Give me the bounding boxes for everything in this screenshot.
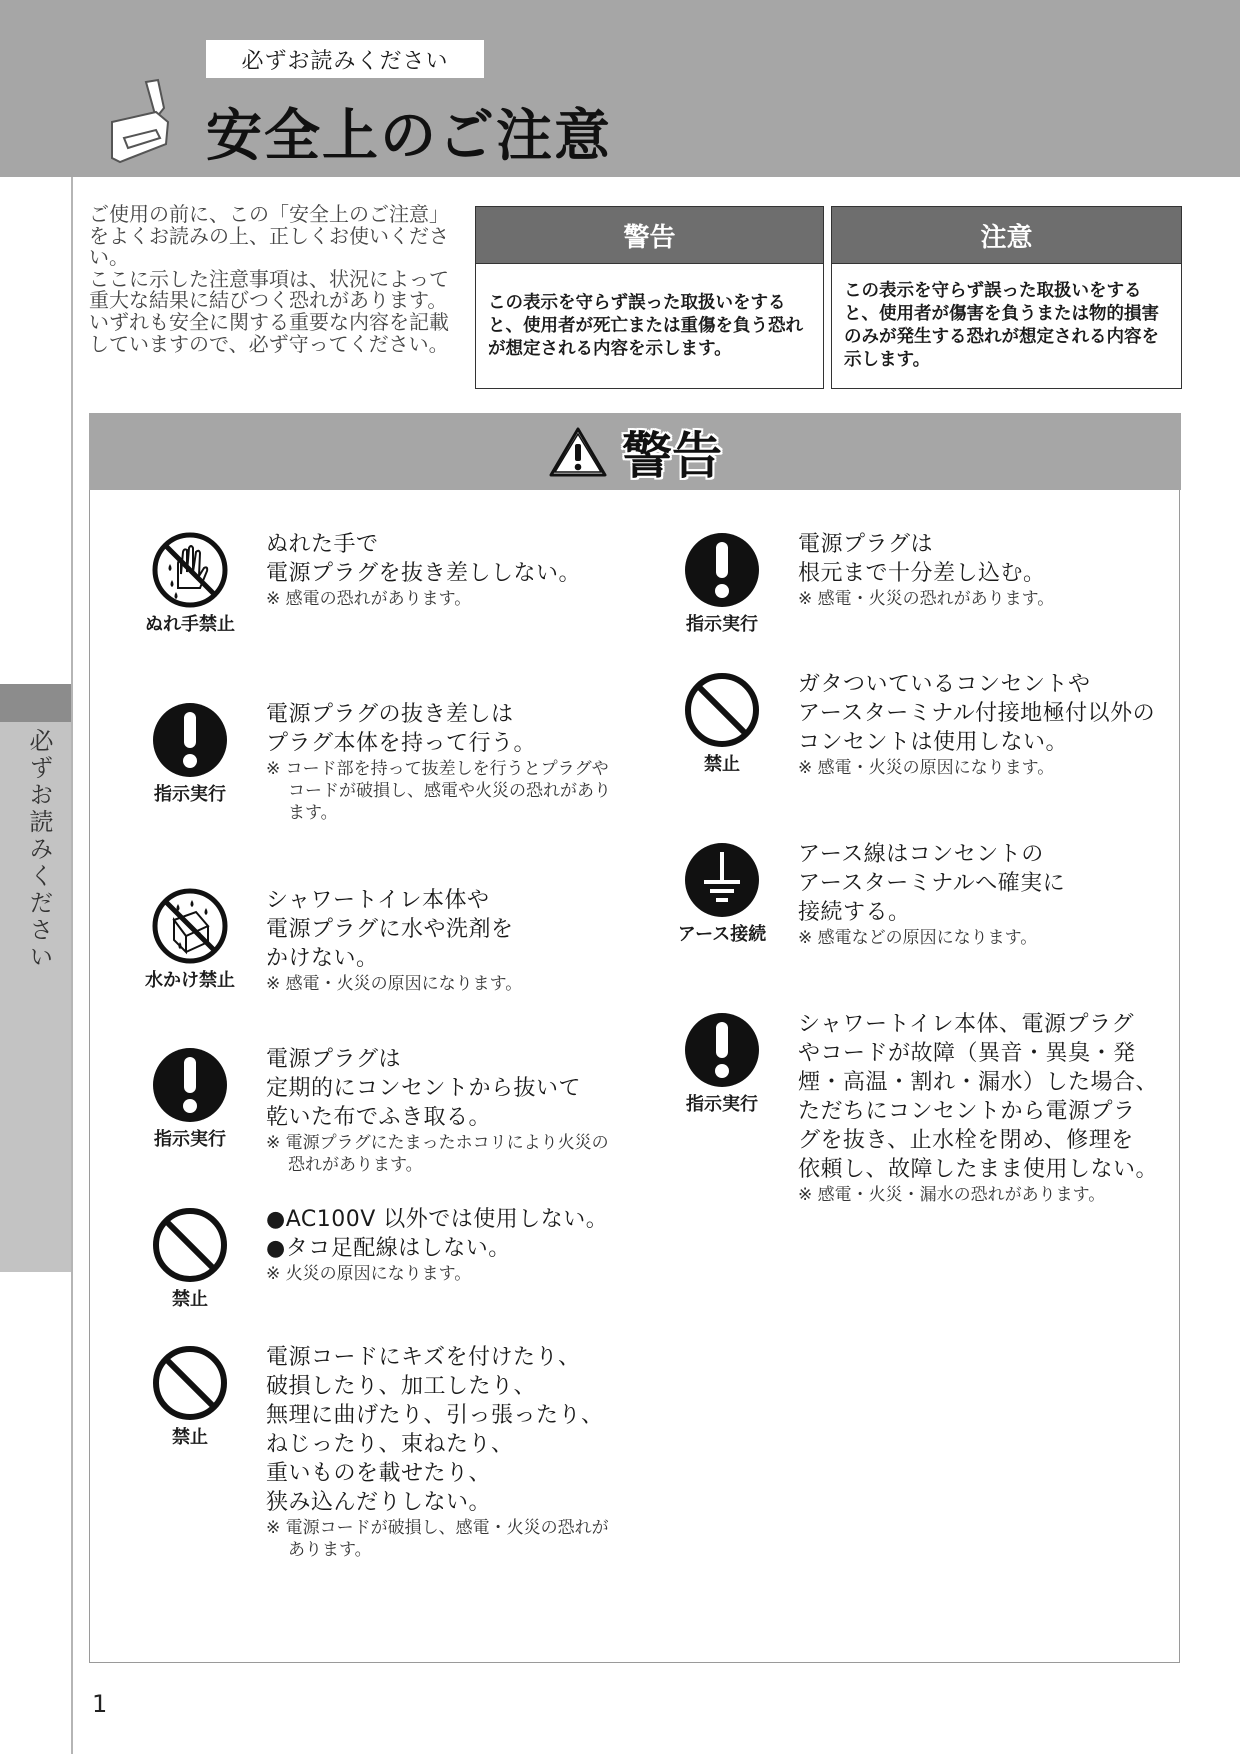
no-wet-hands-icon bbox=[150, 530, 230, 610]
icon-label: 指示実行 bbox=[154, 1129, 226, 1150]
ground-icon bbox=[682, 840, 762, 920]
icon-label: ぬれ手禁止 bbox=[145, 614, 235, 635]
icon-label: 禁止 bbox=[172, 1427, 208, 1448]
warning-note: ※ 感電などの原因になります。 bbox=[798, 928, 1038, 948]
warning-panel-title: 警告 bbox=[622, 426, 722, 485]
intro-paragraph: ここに示した注意事項は、状況によって重大な結果に結びつく恐れがあります。いずれも安全に関する重要な内容を記載していますので、必ず守ってください。 bbox=[89, 266, 449, 356]
caution-definition-label: 注意 bbox=[832, 207, 1181, 264]
warning-note: ※ 火災の原因になります。 bbox=[266, 1264, 472, 1284]
warning-note: ※ 感電・火災・漏水の恐れがあります。 bbox=[798, 1185, 1106, 1205]
warning-text: 電源プラグは 定期的にコンセントから抜いて 乾いた布でふき取る。 bbox=[266, 1047, 582, 1130]
mandatory-icon bbox=[682, 1010, 762, 1090]
mandatory-icon bbox=[150, 1045, 230, 1125]
warning-text: 電源プラグの抜き差しは プラグ本体を持って行う。 bbox=[266, 702, 537, 756]
warning-text: 電源プラグは 根元まで十分差し込む。 bbox=[798, 532, 1046, 586]
warning-text: アース線はコンセントの アースターミナルへ確実に 接続する。 bbox=[798, 842, 1066, 925]
warning-panel-header bbox=[89, 413, 1181, 490]
warning-triangle-icon bbox=[548, 426, 608, 478]
icon-label: 禁止 bbox=[704, 754, 740, 775]
prohibited-icon bbox=[150, 1343, 230, 1423]
icon-label: アース接続 bbox=[677, 924, 767, 945]
toilet-icon bbox=[106, 78, 176, 172]
no-water-icon bbox=[150, 886, 230, 966]
warning-text: シャワートイレ本体、電源プラグ やコードが故障（異音・異臭・発 煙・高温・割れ・漏水）した場合、 ただちにコンセントから電源プラ グを抜き、止水栓を閉め、修理を 依頼し、故障したまま使用しない。 bbox=[798, 1012, 1159, 1182]
page-number: 1 bbox=[92, 1690, 108, 1718]
caution-definition-box bbox=[831, 206, 1182, 389]
warning-note: ※ 感電・火災の原因になります。 bbox=[266, 974, 523, 994]
intro-text bbox=[89, 204, 465, 355]
caution-definition-text: この表示を守らず誤った取扱いをすると、使用者が傷害を負うまたは物的損害のみが発生する恐れが想定される内容を示します。 bbox=[844, 281, 1159, 370]
header-band bbox=[0, 0, 1240, 177]
warning-definition-label: 警告 bbox=[476, 207, 823, 264]
warning-note: ※ コード部を持って抜差しを行うとプラグやコードが破損し、感電や火災の恐れがあります。 bbox=[266, 759, 611, 823]
icon-label: 指示実行 bbox=[686, 1094, 758, 1115]
warning-definition-text: この表示を守らず誤った取扱いをすると、使用者が死亡または重傷を負う恐れが想定される内容を示します。 bbox=[488, 292, 803, 359]
mandatory-icon bbox=[150, 700, 230, 780]
side-tab-label: 必ずお読みください bbox=[25, 728, 53, 971]
warning-note: ※ 感電・火災の原因になります。 bbox=[798, 758, 1055, 778]
warning-text: シャワートイレ本体や 電源プラグに水や洗剤を かけない。 bbox=[266, 888, 514, 971]
margin-rule bbox=[71, 177, 73, 1754]
intro-paragraph: ご使用の前に、この「安全上のご注意」をよくお読みの上、正しくお使いください。 bbox=[89, 202, 449, 270]
page-title: 安全上のご注意 bbox=[206, 104, 612, 169]
warning-note: ※ 電源プラグにたまったホコリにより火災の恐れがあります。 bbox=[266, 1133, 609, 1175]
warning-note: ※ 感電・火災の恐れがあります。 bbox=[798, 589, 1055, 609]
prohibited-icon bbox=[150, 1205, 230, 1285]
warning-definition-box bbox=[475, 206, 824, 389]
icon-label: 指示実行 bbox=[154, 784, 226, 805]
icon-label: 禁止 bbox=[172, 1289, 208, 1310]
warning-text: ●AC100V 以外では使用しない。 ●タコ足配線はしない。 bbox=[266, 1207, 609, 1261]
mandatory-icon bbox=[682, 530, 762, 610]
prohibited-icon bbox=[682, 670, 762, 750]
warning-text: ぬれた手で 電源プラグを抜き差ししない。 bbox=[266, 532, 582, 586]
icon-label: 指示実行 bbox=[686, 614, 758, 635]
icon-label: 水かけ禁止 bbox=[145, 970, 235, 991]
must-read-tag: 必ずお読みください bbox=[206, 40, 484, 78]
warning-text: 電源コードにキズを付けたり、 破損したり、加工したり、 無理に曲げたり、引っ張ったり、 ねじったり、束ねたり、 重いものを載せたり、 狭み込んだりしない。 bbox=[266, 1345, 604, 1515]
side-tab-cap bbox=[0, 684, 71, 722]
warning-note: ※ 感電の恐れがあります。 bbox=[266, 589, 472, 609]
warning-text: ガタついているコンセントや アースターミナル付接地極付以外の コンセントは使用しない。 bbox=[798, 672, 1156, 755]
warning-note: ※ 電源コードが破損し、感電・火災の恐れがあります。 bbox=[266, 1518, 609, 1560]
